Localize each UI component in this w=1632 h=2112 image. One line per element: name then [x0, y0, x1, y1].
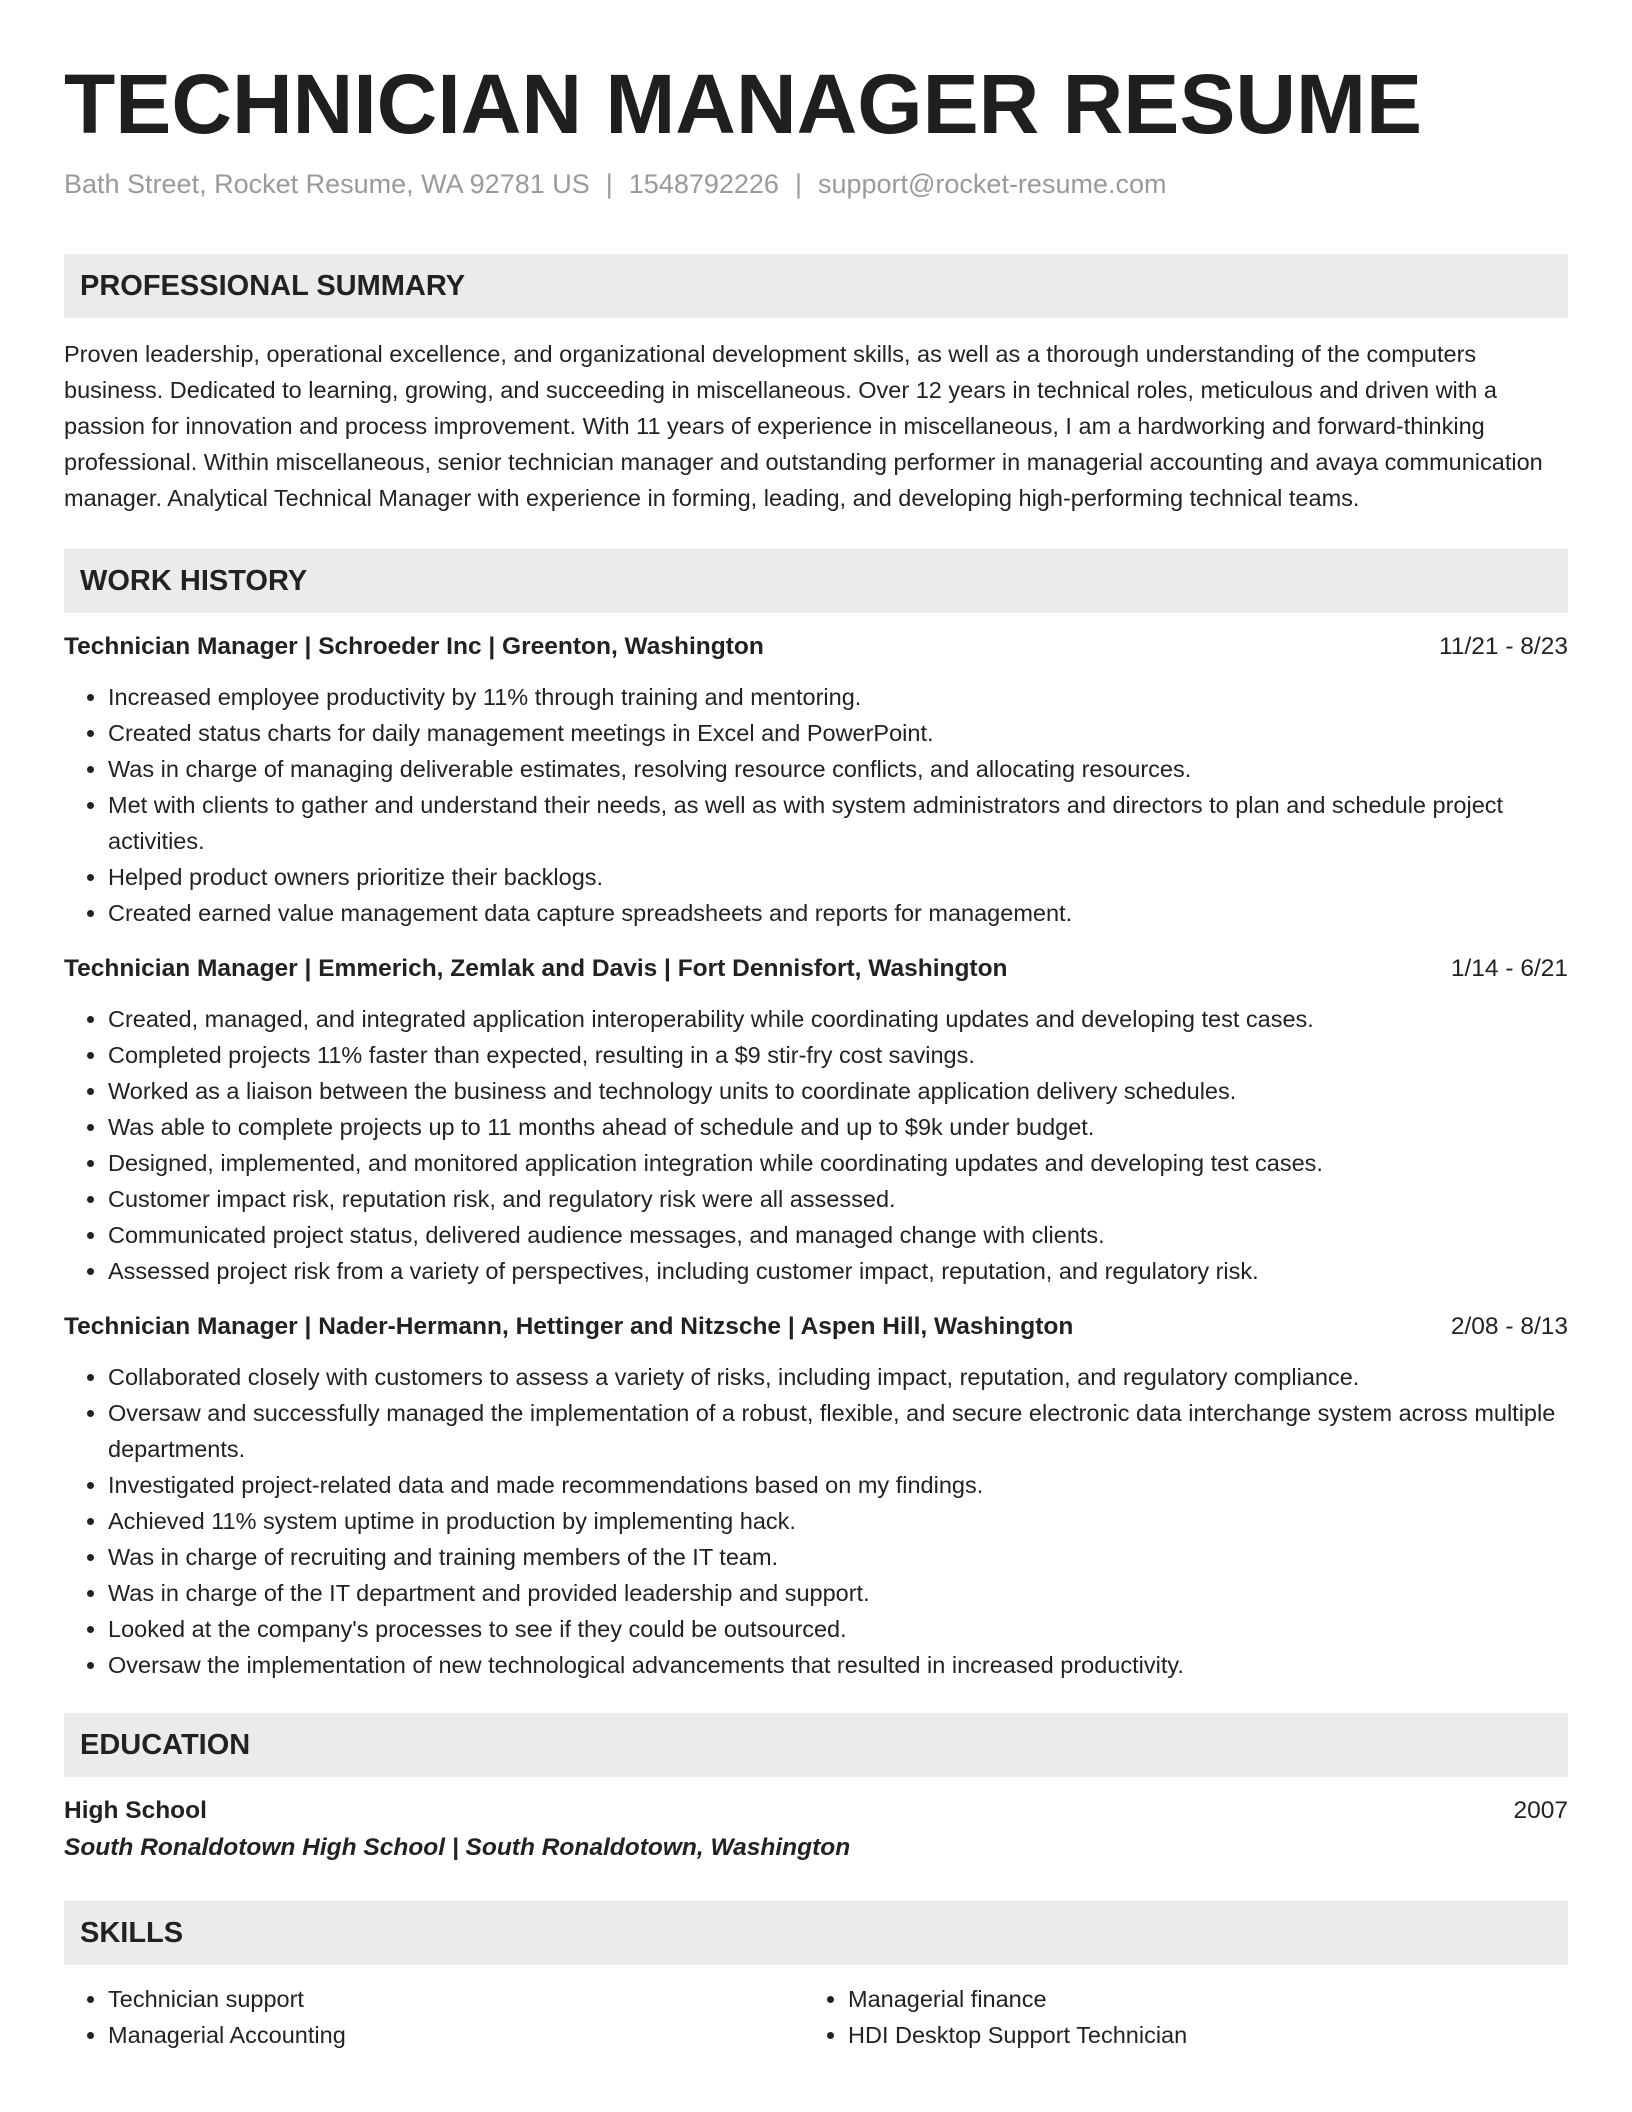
job-bullet: • Increased employee productivity by 11% through training and mentoring. [108, 679, 1568, 715]
section-header-education: EDUCATION [64, 1713, 1568, 1777]
skill-item: • Technician support [108, 1981, 804, 2017]
job-header [64, 629, 1568, 665]
job-title: Technician Manager | Emmerich, Zemlak and Davis | Fort Dennisfort, Washington [64, 955, 1008, 982]
education-header [64, 1793, 1568, 1829]
job-bullet: • Collaborated closely with customers to assess a variety of risks, including impact, reputation, and regulatory compliance. [108, 1359, 1568, 1395]
contact-email: support@rocket-resume.com [817, 169, 1167, 199]
job-bullet: • Investigated project-related data and made recommendations based on my findings. [108, 1467, 1568, 1503]
skill-item: • HDI Desktop Support Technician [848, 2017, 1544, 2053]
job-title: Technician Manager | Schroeder Inc | Greenton, Washington [64, 633, 764, 660]
job-bullet: • Was in charge of managing deliverable estimates, resolving resource conflicts, and allocating resources. [108, 751, 1568, 787]
contact-address: Bath Street, Rocket Resume, WA 92781 US [64, 169, 590, 199]
skill-item: • Managerial finance [848, 1981, 1544, 2017]
job-bullets [64, 1001, 1568, 1289]
job-bullet: • Designed, implemented, and monitored application integration while coordinating updates and developing test cases. [108, 1145, 1568, 1181]
job-bullet: • Completed projects 11% faster than expected, resulting in a $9 stir-fry cost savings. [108, 1037, 1568, 1073]
job-bullet: • Oversaw the implementation of new technological advancements that resulted in increased productivity. [108, 1647, 1568, 1683]
job-bullet: • Achieved 11% system uptime in production by implementing hack. [108, 1503, 1568, 1539]
section-header-summary: PROFESSIONAL SUMMARY [64, 254, 1568, 318]
job-bullet: • Helped product owners prioritize their backlogs. [108, 859, 1568, 895]
job-bullet: • Worked as a liaison between the business and technology units to coordinate application delivery schedules. [108, 1073, 1568, 1109]
job-dates: 1/14 - 6/21 [1450, 955, 1568, 982]
contact-separator: | [794, 169, 802, 199]
education-year: 2007 [1513, 1797, 1568, 1824]
job-bullet: • Was in charge of recruiting and training members of the IT team. [108, 1539, 1568, 1575]
job-bullet: • Communicated project status, delivered audience messages, and managed change with clients. [108, 1217, 1568, 1253]
resume-title: TECHNICIAN MANAGER RESUME [64, 57, 1423, 151]
job-dates: 2/08 - 8/13 [1450, 1313, 1568, 1340]
job-bullet: • Assessed project risk from a variety of perspectives, including customer impact, reputation, and regulatory risk. [108, 1253, 1568, 1289]
job-bullet: • Created, managed, and integrated application interoperability while coordinating updates and developing test cases. [108, 1001, 1568, 1037]
contact-phone: 1548792226 [628, 169, 779, 199]
job-header [64, 951, 1568, 987]
job-bullet: • Met with clients to gather and understand their needs, as well as with system administrators and directors to plan and schedule project activities. [108, 787, 1568, 859]
job-bullets [64, 679, 1568, 931]
section-header-work-history: WORK HISTORY [64, 549, 1568, 613]
contact-separator: | [605, 169, 613, 199]
job-title: Technician Manager | Nader-Hermann, Hettinger and Nitzsche | Aspen Hill, Washington [64, 1313, 1074, 1340]
job-bullet: • Oversaw and successfully managed the implementation of a robust, flexible, and secure electronic data interchange system across multiple departments. [108, 1395, 1568, 1467]
job-bullet: • Was in charge of the IT department and provided leadership and support. [108, 1575, 1568, 1611]
job-entry [64, 1309, 1568, 1683]
skill-item: • Managerial Accounting [108, 2017, 804, 2053]
job-bullet: • Looked at the company's processes to see if they could be outsourced. [108, 1611, 1568, 1647]
skills-list-left [64, 1981, 804, 2053]
contact-line [64, 166, 1568, 202]
job-bullet: • Was able to complete projects up to 11 months ahead of schedule and up to $9k under budget. [108, 1109, 1568, 1145]
education-school: South Ronaldotown High School | South Ronaldotown, Washington [64, 1834, 851, 1861]
education-degree: High School [64, 1797, 207, 1824]
summary-text: Proven leadership, operational excellence, and organizational development skills, as well as a thorough understanding of the computers business. Dedicated to learning, growing, and succeeding in miscellaneous. Over 12 years in technical roles, meticulous and driven with a passion for innovation and process improvement. With 11 years of experience in miscellaneous, I am a hardworking and forward-thinking professional. Within miscellaneous, senior technician manager and outstanding performer in managerial accounting and avaya communication manager. Analytical Technical Manager with experience in forming, leading, and developing high-performing technical teams. [64, 341, 1543, 511]
skills-columns [64, 1981, 1568, 2053]
job-entry [64, 951, 1568, 1289]
job-bullet: • Created status charts for daily management meetings in Excel and PowerPoint. [108, 715, 1568, 751]
job-bullet: • Created earned value management data capture spreadsheets and reports for management. [108, 895, 1568, 931]
job-bullets [64, 1359, 1568, 1683]
section-header-skills: SKILLS [64, 1901, 1568, 1965]
job-header [64, 1309, 1568, 1345]
job-entry [64, 629, 1568, 931]
job-dates: 11/21 - 8/23 [1439, 633, 1568, 660]
job-bullet: • Customer impact risk, reputation risk, and regulatory risk were all assessed. [108, 1181, 1568, 1217]
skills-list-right [804, 1981, 1544, 2053]
education-entry [64, 1793, 1568, 1867]
